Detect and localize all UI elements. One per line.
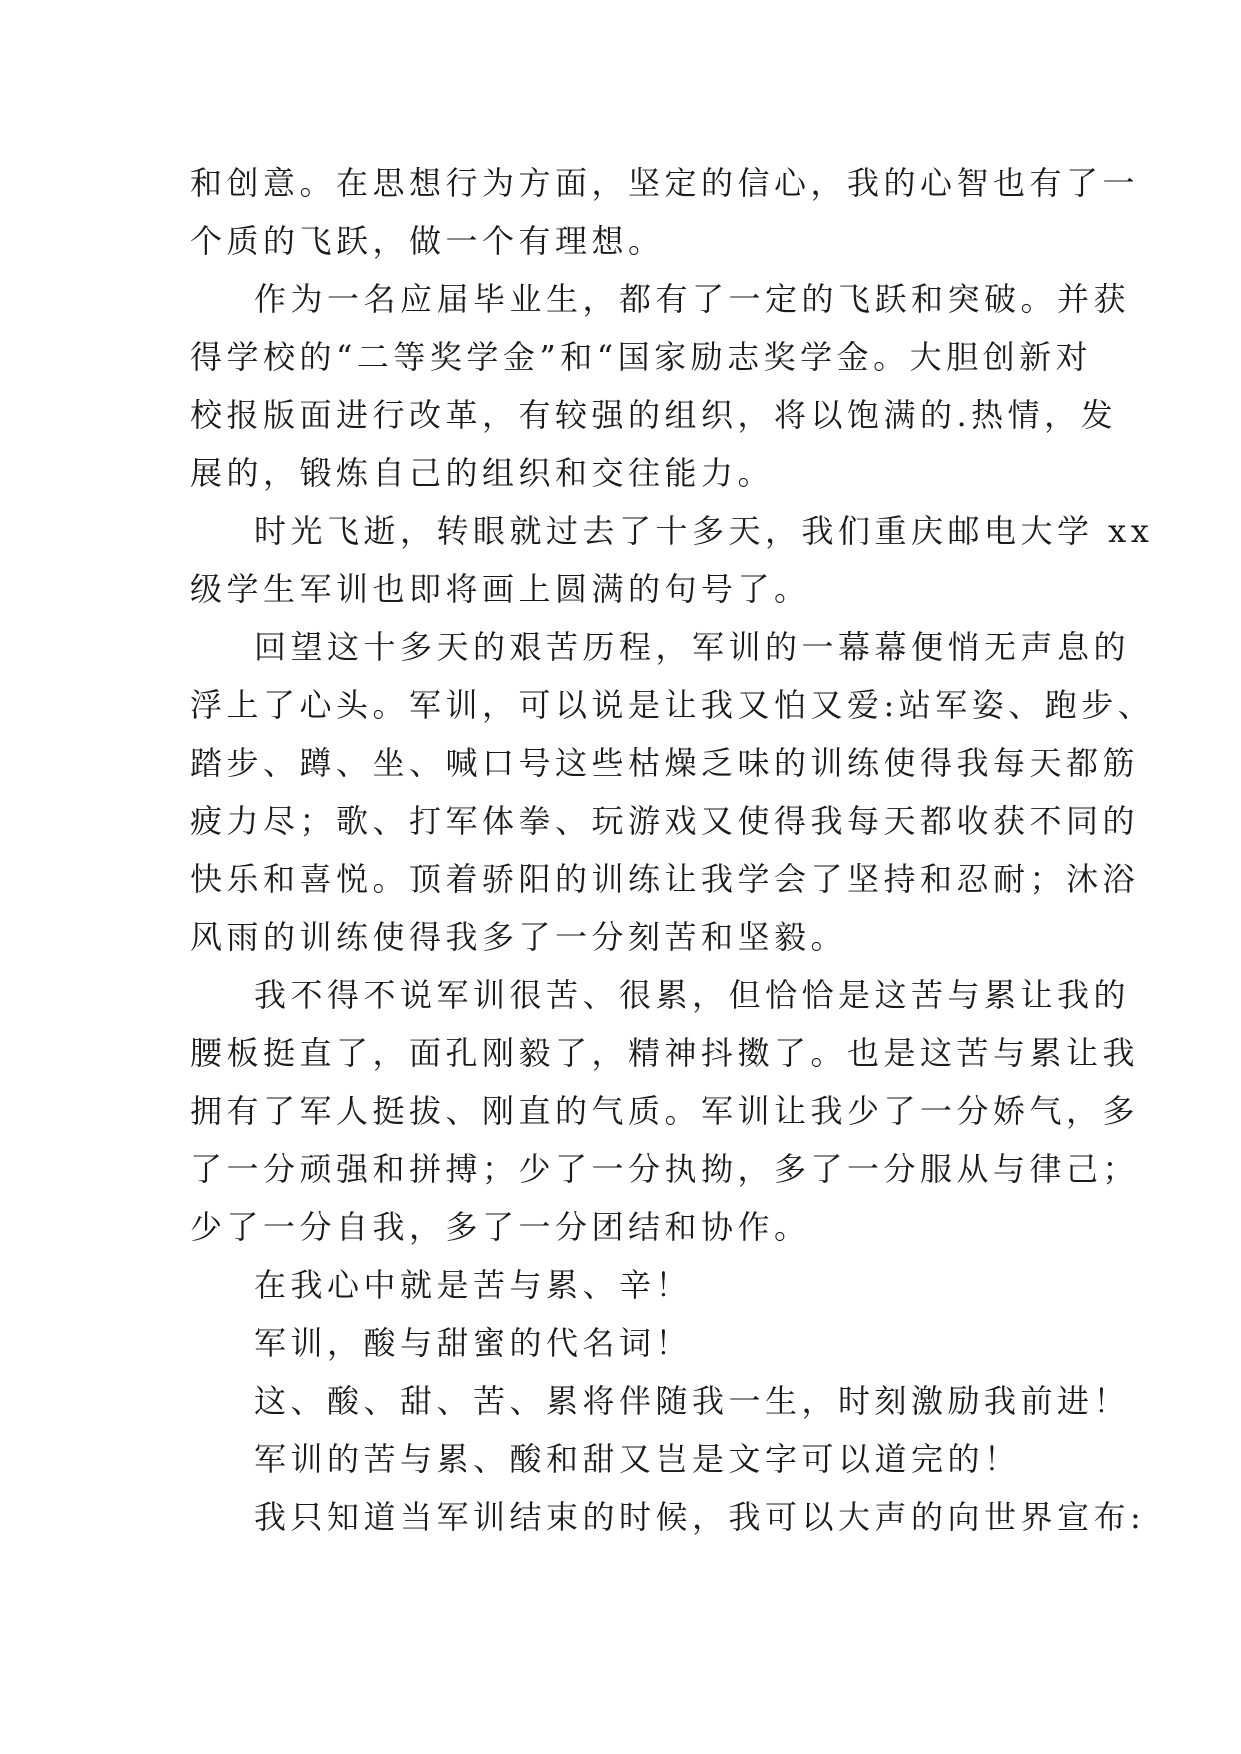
paragraph xyxy=(190,502,1154,618)
paragraph xyxy=(190,1256,1050,1314)
text-line: 个质的飞跃，做一个有理想。 xyxy=(190,222,665,260)
text-line: 快乐和喜悦。顶着骄阳的训练让我学会了坚持和忍耐；沐浴 xyxy=(190,860,1140,898)
text-line: 回望这十多天的艰苦历程，军训的一幕幕便悄无声息的 xyxy=(254,628,1131,666)
text-line: 军训，酸与甜蜜的代名词！ xyxy=(254,1324,693,1362)
paragraph xyxy=(190,966,1140,1256)
paragraph xyxy=(190,270,1131,502)
text-line: 作为一名应届毕业生，都有了一定的飞跃和突破。并获 xyxy=(254,280,1131,318)
text-line: 和创意。在思想行为方面，坚定的信心，我的心智也有了一 xyxy=(190,164,1140,202)
text-line: 这、酸、甜、苦、累将伴随我一生，时刻激励我前进！ xyxy=(254,1382,1131,1420)
paragraph xyxy=(190,618,1155,966)
text-line: 我不得不说军训很苦、很累，但恰恰是这苦与累让我的 xyxy=(254,976,1131,1014)
text-line: 腰板挺直了，面孔刚毅了，精神抖擞了。也是这苦与累让我 xyxy=(190,1034,1140,1072)
text-line: 浮上了心头。军训，可以说是让我又怕又爱:站军姿、跑步、 xyxy=(190,686,1155,724)
text-line: 在我心中就是苦与累、辛！ xyxy=(254,1266,693,1304)
text-line: 少了一分自我，多了一分团结和协作。 xyxy=(190,1208,811,1246)
text-line: 校报版面进行改革，有较强的组织，将以饱满的.热情，发 xyxy=(190,396,1118,434)
paragraph xyxy=(190,1488,1146,1546)
paragraph xyxy=(190,154,1140,270)
paragraph xyxy=(190,1372,1131,1430)
text-line: 疲力尽；歌、打军体拳、玩游戏又使得我每天都收获不同的 xyxy=(190,802,1140,840)
text-line: 拥有了军人挺拔、刚直的气质。军训让我少了一分娇气，多 xyxy=(190,1092,1140,1130)
text-line: 军训的苦与累、酸和甜又岂是文字可以道完的！ xyxy=(254,1440,1021,1478)
text-line: 展的，锻炼自己的组织和交往能力。 xyxy=(190,454,775,492)
text-line: 得学校的“二等奖学金”和“国家励志奖学金。大胆创新对 xyxy=(190,338,1093,376)
text-line: 踏步、蹲、坐、喊口号这些枯燥乏味的训练使得我每天都筋 xyxy=(190,744,1140,782)
text-line: 风雨的训练使得我多了一分刻苦和坚毅。 xyxy=(190,918,848,956)
text-line: 时光飞逝，转眼就过去了十多天，我们重庆邮电大学 xx xyxy=(254,512,1154,550)
text-line: 级学生军训也即将画上圆满的句号了。 xyxy=(190,570,811,608)
paragraph xyxy=(190,1314,1050,1372)
paragraph xyxy=(190,1430,1050,1488)
text-line: 了一分顽强和拼搏；少了一分执拗，多了一分服从与律己； xyxy=(190,1150,1140,1188)
document-body xyxy=(190,154,1155,1546)
text-line: 我只知道当军训结束的时候，我可以大声的向世界宣布: xyxy=(254,1498,1146,1536)
